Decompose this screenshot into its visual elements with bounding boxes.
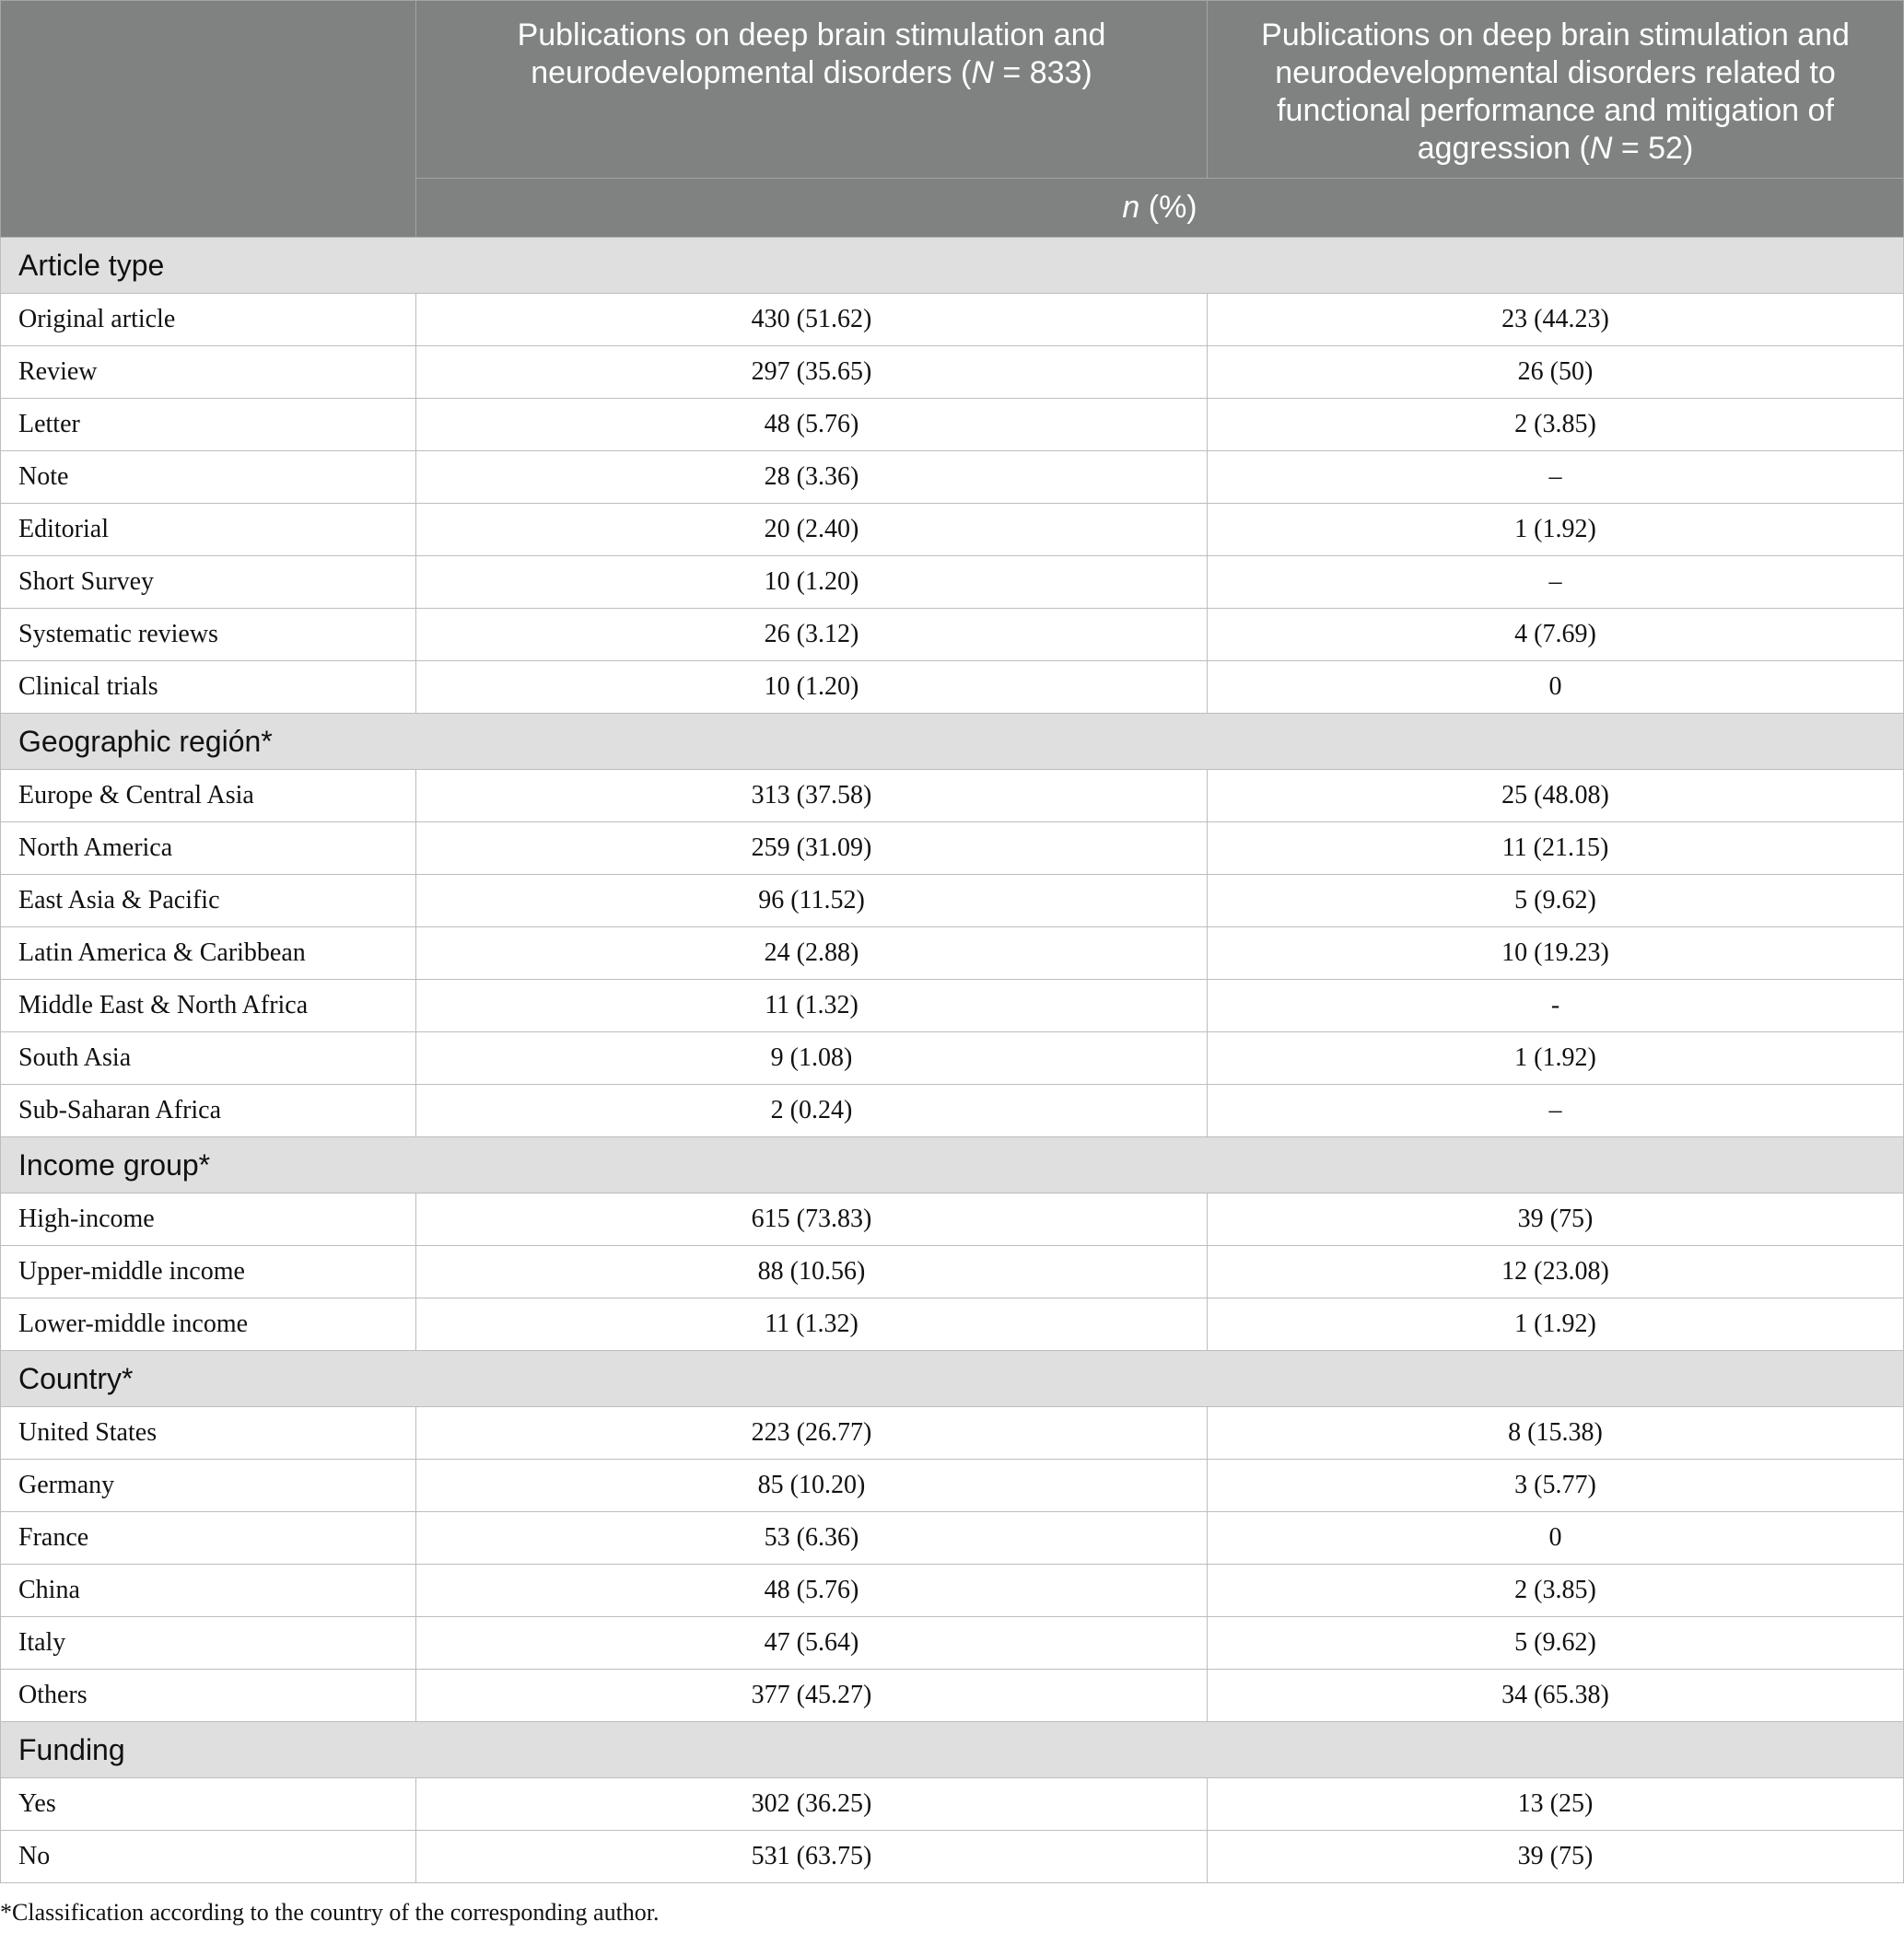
header-col1-n: N [971,55,994,90]
row-value-subset: 1 (1.92) [1208,504,1904,556]
table-row [1,1617,1904,1670]
table-row [1,1565,1904,1617]
row-value-subset: 3 (5.77) [1208,1460,1904,1512]
table-row [1,1194,1904,1246]
header-col2-n: N [1589,131,1613,166]
row-label: Germany [1,1460,416,1512]
row-label: East Asia & Pacific [1,875,416,927]
row-label: Letter [1,399,416,451]
row-value-all: 313 (37.58) [416,770,1208,822]
table-row [1,927,1904,980]
table-row [1,294,1904,346]
row-value-all: 531 (63.75) [416,1831,1208,1883]
row-label: Note [1,451,416,504]
row-label: China [1,1565,416,1617]
table-row [1,609,1904,661]
row-value-all: 10 (1.20) [416,556,1208,609]
header-col2-text: Publications on deep brain stimulation and neurodevelopmental disorders related to functional performance and mitigation of aggression ( [1261,17,1850,166]
header-corner-cell [1,1,416,238]
row-value-all: 2 (0.24) [416,1085,1208,1137]
row-value-all: 11 (1.32) [416,980,1208,1032]
row-value-all: 53 (6.36) [416,1512,1208,1565]
table-row [1,1512,1904,1565]
row-value-all: 430 (51.62) [416,294,1208,346]
row-value-all: 259 (31.09) [416,822,1208,875]
header-col-all-publications [416,1,1208,179]
row-label: Others [1,1670,416,1722]
row-value-all: 20 (2.40) [416,504,1208,556]
header-col1-text: Publications on deep brain stimulation and neurodevelopmental disorders ( [517,17,1106,90]
row-label: Clinical trials [1,661,416,714]
row-label: South Asia [1,1032,416,1085]
row-label: Yes [1,1778,416,1831]
table-row [1,980,1904,1032]
row-value-all: 96 (11.52) [416,875,1208,927]
row-value-subset: 23 (44.23) [1208,294,1904,346]
table-row [1,1831,1904,1883]
row-label: High-income [1,1194,416,1246]
section-title: Geographic región* [1,714,1904,770]
row-value-subset: 26 (50) [1208,346,1904,399]
table-row [1,1778,1904,1831]
row-value-all: 377 (45.27) [416,1670,1208,1722]
section-title: Article type [1,238,1904,294]
row-value-subset: - [1208,980,1904,1032]
row-value-subset: 25 (48.08) [1208,770,1904,822]
header-col2-count: = 52) [1612,131,1694,166]
row-value-all: 223 (26.77) [416,1407,1208,1460]
row-value-subset: 1 (1.92) [1208,1298,1904,1351]
row-value-all: 24 (2.88) [416,927,1208,980]
row-value-all: 11 (1.32) [416,1298,1208,1351]
header-unit-row [416,179,1904,238]
row-value-subset: 8 (15.38) [1208,1407,1904,1460]
row-value-all: 47 (5.64) [416,1617,1208,1670]
section-header-row [1,714,1904,770]
header-unit-n: n [1122,190,1140,225]
row-value-all: 297 (35.65) [416,346,1208,399]
row-value-subset: 4 (7.69) [1208,609,1904,661]
row-value-subset: – [1208,451,1904,504]
row-label: Short Survey [1,556,416,609]
row-value-subset: 1 (1.92) [1208,1032,1904,1085]
section-title: Country* [1,1351,1904,1407]
row-label: Review [1,346,416,399]
table-row [1,451,1904,504]
table-row [1,1407,1904,1460]
row-value-subset: 0 [1208,1512,1904,1565]
table-row [1,504,1904,556]
table-header [1,1,1904,238]
row-value-subset: 0 [1208,661,1904,714]
row-value-all: 26 (3.12) [416,609,1208,661]
row-label: Latin America & Caribbean [1,927,416,980]
table-row [1,399,1904,451]
row-value-all: 615 (73.83) [416,1194,1208,1246]
section-header-row [1,1351,1904,1407]
table-row [1,770,1904,822]
section-header-row [1,1137,1904,1194]
section-title: Funding [1,1722,1904,1778]
row-value-all: 10 (1.20) [416,661,1208,714]
header-col-functional-aggression [1208,1,1904,179]
row-value-subset: 13 (25) [1208,1778,1904,1831]
table-row [1,1085,1904,1137]
table-row [1,1460,1904,1512]
header-unit-percent: (%) [1139,190,1197,225]
row-value-all: 28 (3.36) [416,451,1208,504]
row-value-subset: 2 (3.85) [1208,399,1904,451]
row-value-subset: 5 (9.62) [1208,875,1904,927]
row-value-subset: 2 (3.85) [1208,1565,1904,1617]
row-label: Italy [1,1617,416,1670]
row-value-all: 88 (10.56) [416,1246,1208,1298]
section-title: Income group* [1,1137,1904,1194]
row-label: France [1,1512,416,1565]
table-row [1,1298,1904,1351]
row-label: Lower-middle income [1,1298,416,1351]
section-header-row [1,238,1904,294]
row-label: Middle East & North Africa [1,980,416,1032]
row-value-all: 85 (10.20) [416,1460,1208,1512]
row-value-all: 302 (36.25) [416,1778,1208,1831]
row-label: United States [1,1407,416,1460]
row-value-all: 9 (1.08) [416,1032,1208,1085]
row-label: Sub-Saharan Africa [1,1085,416,1137]
table-body [1,238,1904,1883]
table-row [1,1246,1904,1298]
table-row [1,1670,1904,1722]
table-footnote: *Classification according to the country of the corresponding author. [0,1899,660,1926]
row-value-all: 48 (5.76) [416,1565,1208,1617]
row-label: Systematic reviews [1,609,416,661]
table-row [1,661,1904,714]
row-label: North America [1,822,416,875]
table-row [1,1032,1904,1085]
table-row [1,346,1904,399]
table-row [1,556,1904,609]
section-header-row [1,1722,1904,1778]
table-row [1,822,1904,875]
row-value-subset: – [1208,1085,1904,1137]
row-value-subset: 5 (9.62) [1208,1617,1904,1670]
row-value-all: 48 (5.76) [416,399,1208,451]
row-label: Editorial [1,504,416,556]
row-label: Original article [1,294,416,346]
row-value-subset: 34 (65.38) [1208,1670,1904,1722]
header-col1-count: = 833) [993,55,1092,90]
row-value-subset: 11 (21.15) [1208,822,1904,875]
row-label: Upper-middle income [1,1246,416,1298]
table-row [1,875,1904,927]
row-value-subset: 10 (19.23) [1208,927,1904,980]
row-value-subset: 39 (75) [1208,1831,1904,1883]
row-value-subset: 12 (23.08) [1208,1246,1904,1298]
row-value-subset: 39 (75) [1208,1194,1904,1246]
row-label: No [1,1831,416,1883]
row-label: Europe & Central Asia [1,770,416,822]
row-value-subset: – [1208,556,1904,609]
